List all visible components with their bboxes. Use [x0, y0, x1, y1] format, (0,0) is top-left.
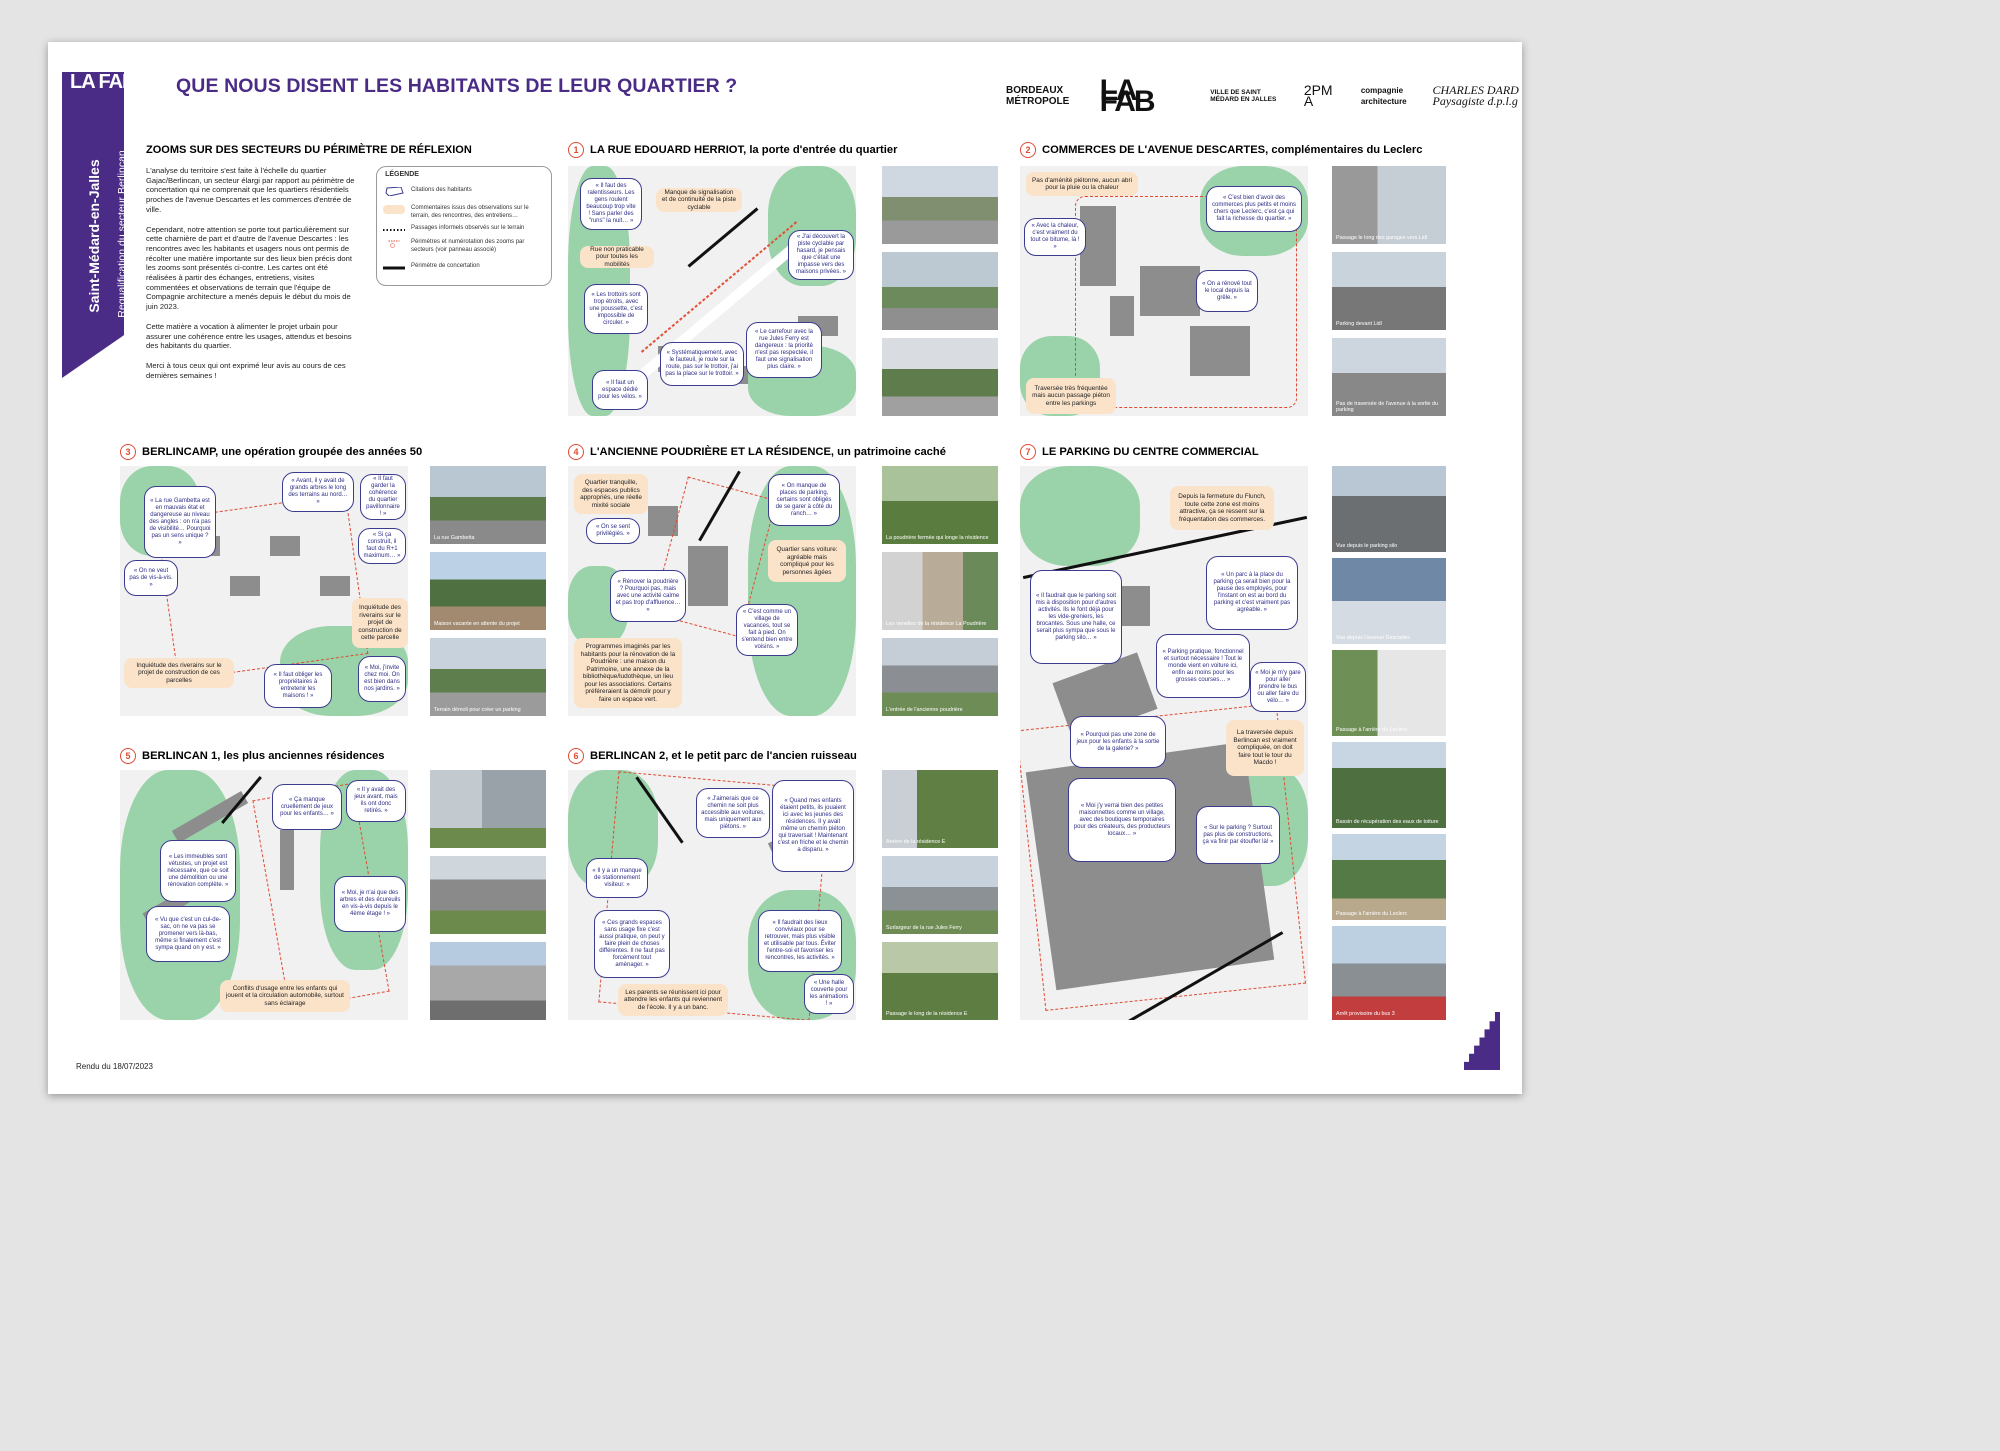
quote-bubble: « C'est bien d'avoir des commerces plus petits et moins chers que Leclerc, c'est ça qui fait la richesse du quartier. » [1206, 186, 1302, 232]
quote-bubble: « On ne veut pas de vis-à-vis. » [124, 560, 178, 596]
photo: Les venelles de la résidence La Poudrière [882, 552, 998, 630]
quote-bubble: « Moi j'y verrai bien des petites maisonnettes comme un village, avec des boutiques temporaires pour des créateurs, des producteurs locaux… » [1068, 778, 1176, 862]
photo: La poudrière fermée qui longe la résidence [882, 466, 998, 544]
observation-note: Rue non praticable pour toutes les mobilités [580, 246, 654, 268]
quote-bubble: « Il faut obliger les propriétaires à entretenir les maisons ! » [264, 664, 332, 708]
legend-title: LÉGENDE [385, 171, 419, 178]
section-number: 3 [120, 444, 136, 460]
observation-note: Quartier tranquille, des espaces publics appropriés, une réelle mixité sociale [574, 474, 648, 514]
quote-bubble: « Il y avait des jeux avant, mais ils ont donc retirés. » [346, 780, 406, 822]
section-heading: COMMERCES DE L'AVENUE DESCARTES, complémentaires du Leclerc [1042, 144, 1423, 156]
quote-bubble: « Avec la chaleur, c'est vraiment du tout ce bitume, là ! » [1024, 218, 1086, 256]
photo: Maison vacante en attente du projet [430, 552, 546, 630]
quote-bubble: « Quand mes enfants étaient petits, ils jouaient ici avec les jeunes des résidences. Il y avait même un chemin piéton qui traversait ! Maintenant c'est en friche et le chemin a disparu. » [772, 780, 854, 872]
section-number: 2 [1020, 142, 1036, 158]
quote-bubble: « Si ça construit, il faut du R+1 maximum… » [358, 528, 406, 564]
quote-bubble: « Rénover la poudrière ? Pourquoi pas, mais avec une activité calme et pas trop d'affluence… » [610, 570, 686, 622]
legend-item [383, 187, 545, 196]
band-text [66, 118, 128, 358]
dotted-path-icon [383, 225, 405, 234]
intro-title: ZOOMS SUR DES SECTEURS DU PÉRIMÈTRE DE RÉFLEXION [146, 144, 472, 156]
photo: Passage à l'arrière du Leclerc [1332, 650, 1446, 736]
quote-bubble: « J'ai découvert la piste cyclable par hasard, je pensais que c'était une impasse vers des maisons privées. » [788, 230, 854, 280]
quote-bubble: « Parking pratique, fonctionnel et surtout nécessaire ! Tout le monde vient en voiture ici, enfin au moins pour les grosses courses… » [1156, 634, 1250, 698]
section-3-title [120, 444, 422, 460]
poster [48, 42, 1522, 1094]
legend [376, 166, 552, 286]
observation-note: Pas d'aménité piétonne, aucun abri pour la pluie ou la chaleur [1026, 172, 1138, 196]
page-title: QUE NOUS DISENT LES HABITANTS DE LEUR QUARTIER ? [176, 75, 738, 97]
photo: Surlargeur de la rue Jules Ferry [882, 856, 998, 934]
quote-bubble: « Il faudrait des lieux conviviaux pour se retrouver, mais plus visible et utilisable par tous. Éviter l'entre-soi et favoriser les rencontres, les activités. » [758, 910, 842, 972]
section-heading: LE PARKING DU CENTRE COMMERCIAL [1042, 446, 1259, 458]
observation-note: Conflits d'usage entre les enfants qui jouent et la circulation automobile, surtout sans éclairage [220, 980, 350, 1012]
observation-note: Inquiétude des riverains sur le projet de construction de cette parcelle [352, 598, 408, 648]
section-number: 7 [1020, 444, 1036, 460]
legend-label: Périmètre de concertation [411, 263, 480, 269]
quote-bubble: « Un parc à la place du parking ça serait bien pour la pause des employés, pour l'instant on est au bord du parking et c'est vraiment pas agréable. » [1206, 556, 1298, 630]
quote-bubble: « Avant, il y avait de grands arbres le long des terrains au nord… » [282, 472, 354, 512]
quote-bubble: « Il faut un espace dédié pour les vélos. » [592, 370, 648, 410]
section-4-map [568, 466, 856, 716]
observation-note: Inquiétude des riverains sur le projet de construction de ces parcelles [124, 658, 234, 688]
quote-bubble: « Systématiquement, avec le fauteuil, je roule sur la route, pas sur le trottoir, j'ai pas la place sur le trottoir. » [660, 342, 744, 386]
legend-item [383, 263, 545, 272]
photo: Passage le long des garages vers Lidl [1332, 166, 1446, 244]
legend-label: Passages informels observés sur le terrain [411, 225, 525, 231]
speech-bubble-icon [383, 187, 405, 196]
section-2-title [1020, 142, 1422, 158]
photo: L'entrée de l'ancienne poudrière [882, 638, 998, 716]
quote-bubble: « Sur le parking ? Surtout pas plus de constructions, ça va finir par étouffer là! » [1196, 806, 1280, 864]
intro-paragraph: Merci à tous ceux qui ont exprimé leur avis au cours de ces dernières semaines ! [146, 360, 346, 380]
quote-bubble: « Ces grands espaces sans usage fixe c'est aussi pratique, on peut y faire plein de choses différentes. Il ne faut pas forcément tout aménager. » [594, 910, 670, 978]
quote-bubble: « Ça manque cruellement de jeux pour les enfants… » [272, 784, 342, 830]
section-5-map [120, 770, 408, 1020]
observation-note: Programmes imaginés par les habitants pour la rénovation de la Poudrière : une maison du Patrimoine, une annexe de la bibliothèque/ludothèque, un lieu pour les associations. Certains préféreraient la démolir pour y faire un espace vert. [574, 638, 682, 708]
photo [882, 338, 998, 416]
observation-note: Quartier sans voiture: agréable mais compliqué pour les personnes âgées [768, 540, 846, 582]
intro-paragraph: Cette matière a vocation à alimenter le projet urbain pour assurer une cohérence entre les usages, attendus et besoins des habitants du quartier. [146, 321, 352, 351]
quote-bubble: « Vu que c'est un cul-de-sac, on ne va pas se promener vers là-bas, même si finalement c'est sympa quand on y est. » [146, 906, 230, 962]
quote-bubble: « Il faut garder la cohérence du quartier pavillonnaire ! » [360, 474, 406, 520]
photo: Vue depuis l'avenue Descartes [1332, 558, 1446, 644]
observation-note: Traversée très fréquentée mais aucun passage piéton entre les parkings [1026, 378, 1116, 414]
quote-bubble: « C'est comme un village de vacances, tout se fait à pied. On s'entend bien entre voisins. » [736, 604, 798, 656]
photo: Parking devant Lidl [1332, 252, 1446, 330]
quote-bubble: « Les trottoirs sont trop étroits, avec une poussette, c'est impossible de circuler. » [584, 284, 648, 334]
black-perimeter-icon [383, 263, 405, 272]
quote-bubble: « Les immeubles sont vétustes, un projet est nécessaire, que ce soit une démolition ou une rénovation complète. » [160, 840, 236, 902]
logo-2pma: 2PM A [1303, 82, 1333, 109]
legend-item [383, 225, 545, 234]
photo [882, 252, 998, 330]
quote-bubble: « On a rénové tout le local depuis la grêle. » [1196, 270, 1258, 312]
quote-bubble: « Il faut des ralentisseurs. Les gens roulent beaucoup trop vite ! Sans parler des "runs" la nuit… » [580, 178, 642, 230]
quote-bubble: « Moi, je n'ai que des arbres et des écureuils en vis-à-vis depuis le 4ème étage ! » [334, 876, 406, 932]
legend-label: Périmètres et numérotation des zooms par secteurs (voir panneau associé) [411, 239, 525, 253]
photo: Passage le long de la résidence E [882, 942, 998, 1020]
band-logo: LA FAB [70, 71, 136, 93]
observation-swatch-icon [383, 205, 405, 214]
section-number: 1 [568, 142, 584, 158]
section-4-title [568, 444, 946, 460]
intro-body [146, 166, 358, 390]
intro-paragraph: L'analyse du territoire s'est faite à l'échelle du quartier Gajac/Berlincan, un secteur élargi par rapport au périmètre de concertation qui ne comprenait que les quartiers résidentiels proches de l'avenue Descartes et les commerces d'entrée de ville. [146, 166, 355, 214]
quote-bubble: « Le carrefour avec la rue Jules Ferry est dangereux : la priorité n'est pas respectée, il faut une signalisation plus claire. » [746, 322, 822, 378]
section-3-map [120, 466, 408, 716]
quote-bubble: « Une halle couverte pour les animations ! » [804, 974, 854, 1014]
footer-date: Rendu du 18/07/2023 [76, 1062, 153, 1071]
section-heading: LA RUE EDOUARD HERRIOT, la porte d'entrée du quartier [590, 144, 898, 156]
quote-bubble: « Moi, j'invite chez moi. On est bien dans nos jardins. » [358, 656, 406, 702]
observation-note: Manque de signalisation et de continuité de la piste cyclable [656, 188, 742, 212]
quote-bubble: « Pourquoi pas une zone de jeux pour les enfants à la sortie de la galerie? » [1070, 716, 1166, 768]
photo: Pas de traversée de l'avenue à la sortie du parking [1332, 338, 1446, 416]
photo: Passage à l'arrière du Leclerc [1332, 834, 1446, 920]
section-1-map [568, 166, 856, 416]
section-heading: BERLINCAN 1, les plus anciennes résidences [142, 750, 385, 762]
photo: Vue depuis le parking silo [1332, 466, 1446, 552]
photo: Arrêt provisoire du bus 3 [1332, 926, 1446, 1020]
section-number: 5 [120, 748, 136, 764]
legend-label: Citations des habitants [411, 187, 472, 193]
photo: Arrière de la résidence E [882, 770, 998, 848]
legend-label: Commentaires issus des observations sur le terrain, des rencontres, des entretiens… [411, 205, 529, 219]
quote-bubble: « Il y a un manque de stationnement visiteur. » [586, 858, 648, 898]
dashed-perimeter-icon [383, 239, 405, 248]
section-5-title [120, 748, 385, 764]
logo-compagnie: compagnie architecture [1360, 86, 1407, 106]
photo: Terrain démoli pour créer un parking [430, 638, 546, 716]
legend-item [383, 205, 545, 220]
logo-charles-dard: CHARLES DARD Paysagiste d.p.l.g [1432, 83, 1519, 108]
intro-paragraph: Cependant, notre attention se porte tout particulièrement sur cette charnière de part et d'autre de l'avenue Descartes : les rencontres avec les habitants et usagers nous ont permis de récolter une matière importante sur des lieux bien précis dont les zooms sont présentés ci-contre. Les cartes ont été réalisées à partir des échanges, entretiens, visites commentées et observations de terrain que l'équipe de Compagnie architecture a menés depuis le début du mois de juin 2023. [146, 224, 352, 312]
quote-bubble: « On se sent privilégiés. » [586, 518, 640, 544]
section-6-title [568, 748, 857, 764]
photo [430, 942, 546, 1020]
stairs-decoration-icon [1464, 1012, 1500, 1070]
section-heading: BERLINCAN 2, et le petit parc de l'ancien ruisseau [590, 750, 857, 762]
section-heading: BERLINCAMP, une opération groupée des années 50 [142, 446, 423, 458]
quote-bubble: « Moi je m'y gare pour aller prendre le bus ou aller faire du vélo… » [1250, 662, 1306, 712]
observation-note: Les parents se réunissent ici pour attendre les enfants qui reviennent de l'école. Il y a un banc. [618, 984, 728, 1016]
logo-lafab: LA FAB [1099, 74, 1154, 118]
band-line2: Requalification du secteur Berlincan [116, 150, 128, 318]
section-1-title [568, 142, 897, 158]
photo [882, 166, 998, 244]
quote-bubble: « J'aimerais que ce chemin ne soit plus accessible aux voitures, mais uniquement aux piétons. » [696, 788, 770, 838]
logo-saint-medard: VILLE DE SAINT MÉDARD EN JALLES [1210, 89, 1277, 103]
section-7-title [1020, 444, 1259, 460]
observation-note: Depuis la fermeture du Flunch, toute cette zone est moins attractive, ça se ressent sur la fréquentation des commerces. [1170, 486, 1274, 530]
photo [430, 856, 546, 934]
legend-item [383, 239, 545, 254]
photo: Bassin de récupération des eaux de toiture [1332, 742, 1446, 828]
quote-bubble: « Il faudrait que le parking soit mis à disposition pour d'autres activités. Ils le font déjà pour les vide-greniers, les brocantes. Sous une halle, ce serait plus sympa que sous le parking silo… » [1030, 570, 1122, 664]
partner-logos [1006, 76, 1522, 116]
section-number: 6 [568, 748, 584, 764]
band-line1: Saint-Médard-en-Jalles [86, 159, 102, 313]
section-6-map [568, 770, 856, 1020]
photo [430, 770, 546, 848]
section-heading: L'ANCIENNE POUDRIÈRE ET LA RÉSIDENCE, un patrimoine caché [590, 446, 946, 458]
quote-bubble: « On manque de places de parking, certains sont obligés de se garer à côté du ranch… » [768, 474, 840, 526]
quote-bubble: « La rue Gambetta est en mauvais état et dangereuse au niveau des angles : on n'a pas de visibilité… Pourquoi pas un sens unique ? » [144, 486, 216, 558]
section-7-map [1020, 466, 1308, 1020]
section-2-map [1020, 166, 1308, 416]
photo: La rue Gambetta [430, 466, 546, 544]
section-number: 4 [568, 444, 584, 460]
observation-note: La traversée depuis Berlincan est vraiment compliquée, on doit faire tout le tour du Macdo ! [1226, 720, 1304, 776]
logo-bordeaux-metropole: BORDEAUX MÉTROPOLE [1006, 85, 1070, 107]
